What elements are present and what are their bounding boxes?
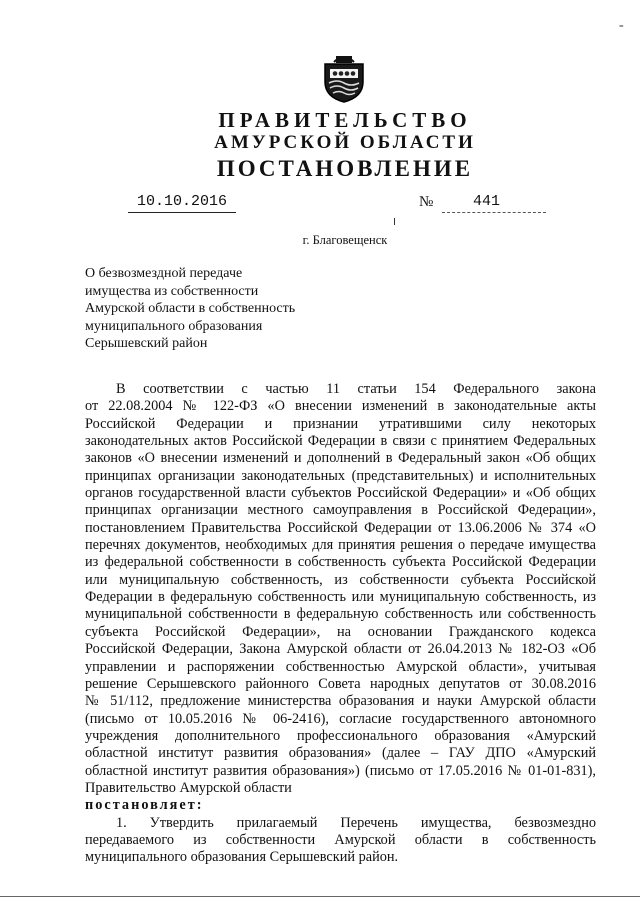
city: г. Благовещенск bbox=[302, 233, 388, 247]
tick-mark bbox=[394, 218, 395, 225]
item-line: 1. Утвердить прилагаемый Перечень имущества, безвозмездно bbox=[116, 814, 596, 831]
body-line: постановлением Правительства Российской Федерации от 13.06.2006 № 374 «О bbox=[85, 519, 596, 536]
body-line: Российской Федерации, Закона Амурской области от 26.04.2013 № 182-ОЗ «Об bbox=[85, 641, 596, 658]
body-line: принципах организации местного самоуправления в Российской Федерации», bbox=[85, 502, 596, 519]
document-date: 10.10.2016 bbox=[137, 193, 228, 210]
body-line: Правительство Амурской области bbox=[85, 779, 292, 796]
body-line: из федеральной собственности в собственность субъекта Российской Федерации bbox=[85, 554, 596, 571]
subject-line: имущества из собственности bbox=[85, 283, 259, 299]
body-line: учреждения дополнительного профессионального образования «Амурский bbox=[85, 727, 596, 744]
body-text bbox=[85, 381, 596, 867]
bottom-edge-line bbox=[0, 896, 640, 897]
item-line: передаваемого из собственности Амурской области в собственность bbox=[85, 831, 596, 848]
issuer-title: ПРАВИТЕЛЬСТВО bbox=[218, 108, 472, 132]
body-line: Федерации в федеральную собственность или муниципальную собственность, из bbox=[85, 589, 596, 606]
body-line: от 22.08.2004 № 122-ФЗ «О внесении изменений в законодательные акты bbox=[85, 398, 596, 415]
body-line: принципах организации законодательных (представительных) и исполнительных bbox=[85, 467, 596, 484]
body-line: управлении и распоряжении собственностью Амурской области», учитывая bbox=[85, 658, 596, 675]
body-line: областной институт развития образования») (письмо от 17.05.2016 № 01-01-831), bbox=[85, 762, 596, 779]
subject-block bbox=[85, 265, 295, 353]
subject-line: Амурской области в собственность bbox=[85, 301, 296, 317]
body-line: (письмо от 10.05.2016 № 06-2416), согласие государственного автономного bbox=[85, 710, 596, 727]
body-line: областной институт развития образования» (далее – ГАУ ДПО «Амурский bbox=[85, 745, 596, 762]
body-line: решение Серышевского районного Совета народных депутатов от 30.08.2016 bbox=[85, 675, 596, 692]
subject-line: О безвозмездной передаче bbox=[85, 266, 243, 281]
subject-line: муниципального образования bbox=[85, 318, 263, 334]
region-title: АМУРСКОЙ ОБЛАСТИ bbox=[214, 132, 476, 153]
body-line: перечнях документов, необходимых для принятия решения о передаче имущества bbox=[85, 537, 596, 554]
number-underline bbox=[442, 212, 546, 213]
number-label: № bbox=[419, 194, 434, 210]
document-type-title: ПОСТАНОВЛЕНИЕ bbox=[216, 156, 474, 181]
body-line: или муниципальную собственность, из собственности субъекта Российской bbox=[85, 571, 596, 588]
body-line: законов «О внесении изменений и дополнений в Федеральный закон «Об общих bbox=[85, 450, 596, 467]
date-underline bbox=[128, 212, 236, 213]
body-line: Российской Федерации и признании утратившими силу некоторых bbox=[85, 415, 596, 432]
corner-mark: - bbox=[619, 18, 624, 33]
body-line: субъекта Российской Федерации», на основании Гражданского кодекса bbox=[85, 623, 596, 640]
subject-line: Серышевский район bbox=[85, 336, 208, 352]
coat-of-arms-emblem bbox=[322, 52, 366, 104]
body-line: законодательных актов Российской Федерации в связи с принятием Федеральных bbox=[85, 433, 596, 450]
body-line: № 51/112, предложение министерства образования и науки Амурской области bbox=[85, 693, 596, 710]
body-line: муниципальной собственности в федеральную собственность или собственность bbox=[85, 606, 596, 623]
item-line: муниципального образования Серышевский район. bbox=[85, 849, 399, 866]
body-line: В соответствии с частью 11 статьи 154 Федерального закона bbox=[116, 381, 596, 397]
decree-word: постановляет: bbox=[85, 797, 204, 814]
document-number: 441 bbox=[473, 193, 501, 210]
body-line: органов государственной власти субъектов Российской Федерации» и «Об общих bbox=[85, 485, 596, 502]
